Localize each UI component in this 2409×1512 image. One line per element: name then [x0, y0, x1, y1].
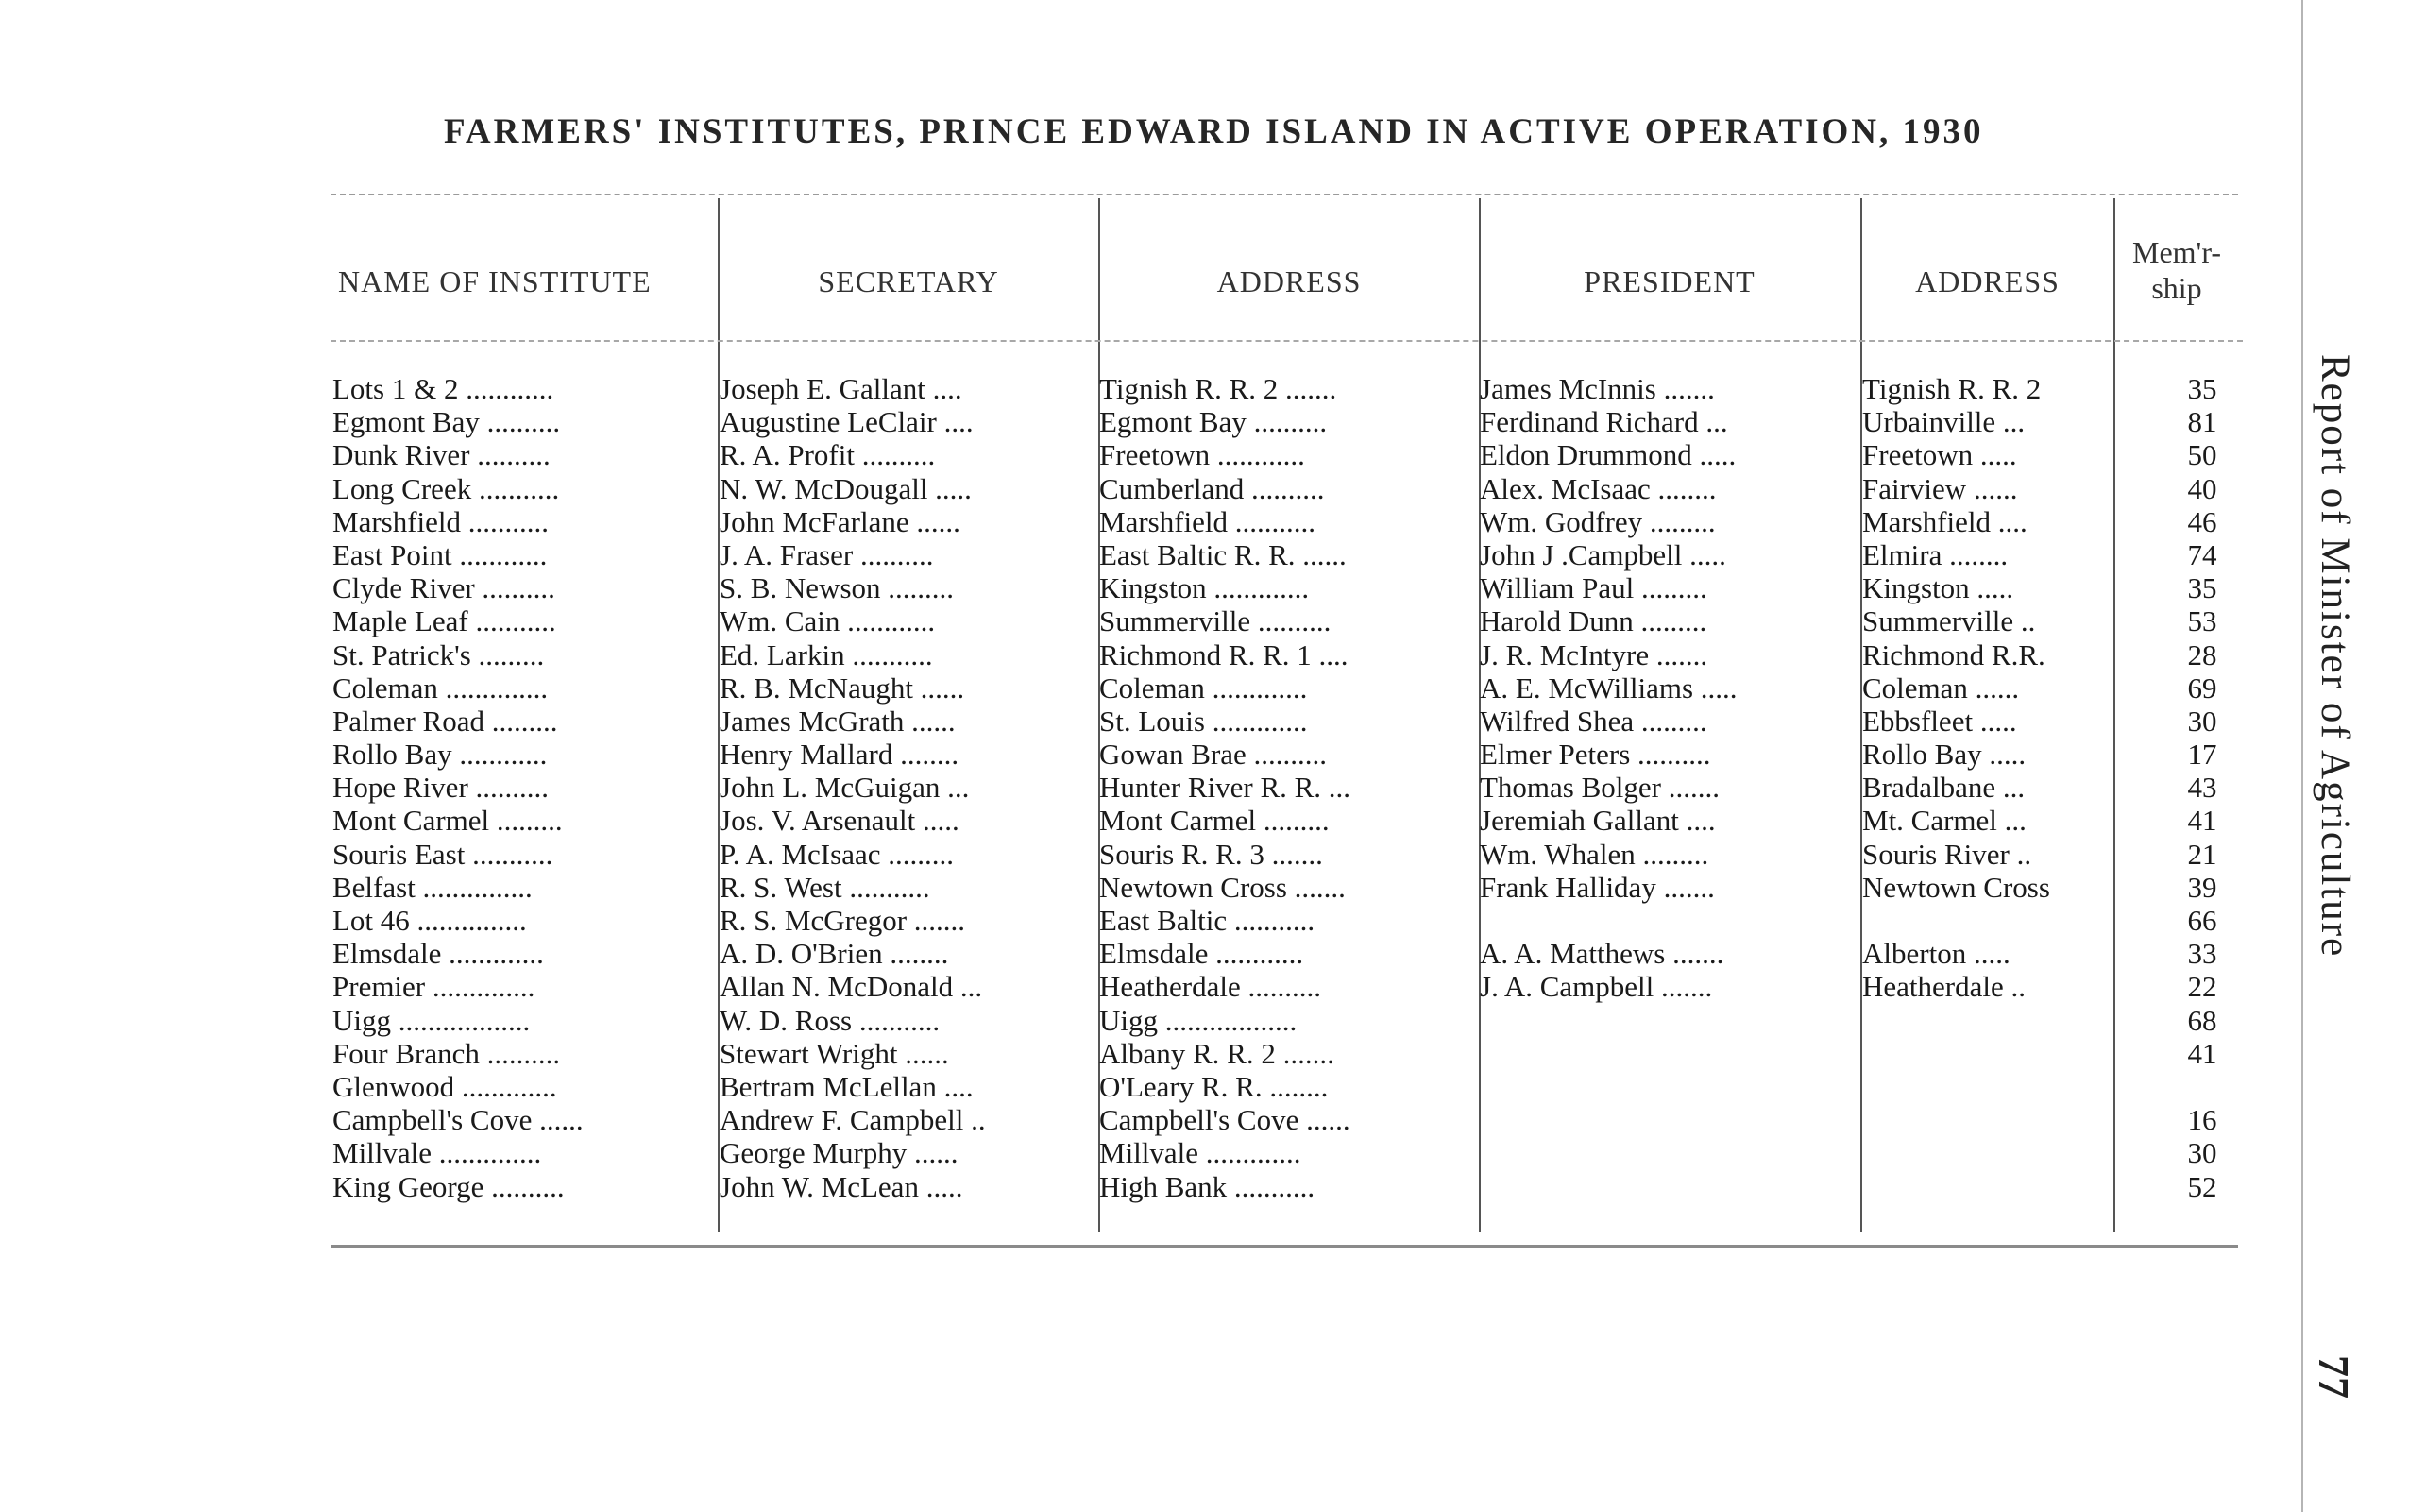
institute-name-cell: Elmsdale .............: [332, 937, 544, 971]
membership-cell: 53: [2187, 604, 2217, 638]
president-address-cell: Summerville ..: [1862, 604, 2036, 638]
membership-cell: 66: [2187, 904, 2217, 937]
membership-cell: 22: [2187, 970, 2217, 1004]
secretary-cell: Henry Mallard ........: [720, 738, 959, 772]
membership-cell: 81: [2187, 405, 2217, 439]
membership-cell: 40: [2187, 471, 2217, 505]
president-cell: Eldon Drummond .....: [1480, 438, 1737, 472]
table-row: [332, 438, 2249, 471]
secretary-address-cell: Coleman .............: [1099, 671, 1308, 705]
secretary-address-cell: East Baltic R. R. ......: [1099, 537, 1347, 571]
table-row: [332, 871, 2249, 904]
header-name-of-institute: NAME OF INSTITUTE: [338, 264, 652, 298]
membership-cell: 52: [2187, 1169, 2217, 1203]
secretary-cell: John W. McLean .....: [720, 1169, 963, 1203]
institute-name-cell: Rollo Bay ............: [332, 738, 548, 772]
membership-cell: 43: [2187, 771, 2217, 805]
secretary-address-cell: Elmsdale ............: [1099, 937, 1304, 971]
membership-cell: 17: [2187, 738, 2217, 772]
president-cell: A. E. McWilliams .....: [1480, 671, 1738, 705]
president-address-cell: Coleman ......: [1862, 671, 2020, 705]
membership-cell: 16: [2187, 1103, 2217, 1137]
secretary-cell: James McGrath ......: [720, 704, 956, 738]
membership-cell: 69: [2187, 671, 2217, 705]
membership-cell: 35: [2187, 571, 2217, 605]
president-address-cell: Newtown Cross: [1862, 870, 2050, 904]
secretary-cell: Joseph E. Gallant ....: [720, 372, 962, 405]
secretary-cell: R. S. West ...........: [720, 870, 930, 904]
secretary-address-cell: Gowan Brae ..........: [1099, 738, 1328, 772]
president-cell: Alex. McIsaac ........: [1480, 471, 1717, 505]
secretary-address-cell: O'Leary R. R. ........: [1099, 1069, 1329, 1103]
table-row: [332, 738, 2249, 771]
institute-name-cell: Maple Leaf ...........: [332, 604, 556, 638]
secretary-cell: N. W. McDougall .....: [720, 471, 972, 505]
top-rule: [331, 194, 2238, 195]
membership-cell: 41: [2187, 1036, 2217, 1070]
page-edge-line: [2301, 0, 2303, 1512]
side-running-title: Report of Minister of Agriculture: [2313, 354, 2357, 959]
institute-name-cell: Marshfield ...........: [332, 504, 550, 538]
membership-cell: 33: [2187, 937, 2217, 971]
header-address: ADDRESS: [1216, 264, 1362, 298]
president-cell: Elmer Peters ..........: [1480, 738, 1711, 772]
secretary-address-cell: Tignish R. R. 2 .......: [1099, 372, 1337, 405]
institute-name-cell: Egmont Bay ..........: [332, 405, 561, 439]
table-row: [332, 505, 2249, 538]
table-row: [332, 1103, 2249, 1136]
institute-name-cell: East Point ............: [332, 537, 548, 571]
institute-name-cell: Clyde River ..........: [332, 571, 555, 605]
secretary-cell: John McFarlane ......: [720, 504, 960, 538]
president-cell: J. A. Campbell .......: [1480, 970, 1713, 1004]
secretary-cell: J. A. Fraser ..........: [720, 537, 934, 571]
president-cell: William Paul .........: [1480, 571, 1707, 605]
institute-name-cell: Dunk River ..........: [332, 438, 551, 472]
president-cell: John J .Campbell .....: [1480, 537, 1726, 571]
table-row: [332, 538, 2249, 571]
secretary-cell: Ed. Larkin ...........: [720, 637, 933, 671]
header-secretary: SECRETARY: [818, 264, 999, 298]
president-cell: James McInnis .......: [1480, 372, 1715, 405]
institute-name-cell: King George ..........: [332, 1169, 565, 1203]
president-address-cell: Ebbsfleet .....: [1862, 704, 2017, 738]
secretary-cell: Bertram McLellan ....: [720, 1069, 974, 1103]
secretary-cell: John L. McGuigan ...: [720, 771, 970, 805]
membership-cell: 30: [2187, 704, 2217, 738]
president-address-cell: Bradalbane ...: [1862, 771, 2026, 805]
president-address-cell: Mt. Carmel ...: [1862, 804, 2027, 838]
president-cell: Ferdinand Richard ...: [1480, 405, 1728, 439]
secretary-cell: Stewart Wright ......: [720, 1036, 949, 1070]
president-address-cell: Richmond R.R.: [1862, 637, 2045, 671]
table-row: [332, 1037, 2249, 1070]
secretary-address-cell: Kingston .............: [1099, 571, 1310, 605]
table-row: [332, 970, 2249, 1003]
secretary-address-cell: Summerville ..........: [1099, 604, 1332, 638]
secretary-address-cell: Hunter River R. R. ...: [1099, 771, 1351, 805]
president-cell: Harold Dunn .........: [1480, 604, 1707, 638]
president-cell: Wm. Whalen .........: [1480, 837, 1709, 871]
institute-name-cell: Glenwood .............: [332, 1069, 557, 1103]
table-row: [332, 804, 2249, 837]
table-row: [332, 571, 2249, 604]
institute-name-cell: Campbell's Cove ......: [332, 1103, 584, 1137]
secretary-address-cell: Albany R. R. 2 .......: [1099, 1036, 1334, 1070]
bottom-rule: [331, 1245, 2238, 1248]
secretary-cell: R. A. Profit ..........: [720, 438, 936, 472]
secretary-address-cell: Campbell's Cove ......: [1099, 1103, 1350, 1137]
secretary-cell: Andrew F. Campbell ..: [720, 1103, 986, 1137]
header-rule: [331, 340, 2243, 342]
president-cell: Wilfred Shea .........: [1480, 704, 1707, 738]
institute-name-cell: Long Creek ...........: [332, 471, 560, 505]
membership-cell: 74: [2187, 537, 2217, 571]
secretary-cell: George Murphy ......: [720, 1136, 959, 1170]
president-cell: A. A. Matthews .......: [1480, 937, 1724, 971]
secretary-address-cell: Newtown Cross .......: [1099, 870, 1346, 904]
table-row: [332, 604, 2249, 637]
secretary-address-cell: Egmont Bay ..........: [1099, 405, 1328, 439]
secretary-address-cell: Millvale .............: [1099, 1136, 1301, 1170]
secretary-cell: R. S. McGregor .......: [720, 904, 966, 937]
table-row: [332, 671, 2249, 705]
president-cell: Frank Halliday .......: [1480, 870, 1715, 904]
institute-name-cell: Hope River ..........: [332, 771, 550, 805]
secretary-cell: Jos. V. Arsenault .....: [720, 804, 959, 838]
institute-name-cell: Lots 1 & 2 ............: [332, 372, 554, 405]
institute-name-cell: Palmer Road .........: [332, 704, 558, 738]
page-title: FARMERS' INSTITUTES, PRINCE EDWARD ISLAND IN ACTIVE OPERATION, 1930: [444, 112, 1984, 151]
president-address-cell: Alberton .....: [1862, 937, 2010, 971]
institute-name-cell: Lot 46 ...............: [332, 904, 527, 937]
secretary-cell: Augustine LeClair ....: [720, 405, 974, 439]
institute-name-cell: Souris East ...........: [332, 837, 553, 871]
membership-cell: 46: [2187, 504, 2217, 538]
membership-cell: 39: [2187, 870, 2217, 904]
table-row: [332, 937, 2249, 970]
secretary-cell: S. B. Newson .........: [720, 571, 955, 605]
institute-name-cell: Mont Carmel .........: [332, 804, 563, 838]
secretary-address-cell: Marshfield ...........: [1099, 504, 1316, 538]
president-cell: Wm. Godfrey .........: [1480, 504, 1716, 538]
secretary-cell: Allan N. McDonald ...: [720, 970, 983, 1004]
table-row: [332, 638, 2249, 671]
table-row: [332, 904, 2249, 937]
secretary-cell: W. D. Ross ...........: [720, 1003, 941, 1037]
membership-cell: 21: [2187, 837, 2217, 871]
table-row: [332, 1136, 2249, 1169]
president-address-cell: Kingston .....: [1862, 571, 2014, 605]
secretary-address-cell: Richmond R. R. 1 ....: [1099, 637, 1349, 671]
institute-name-cell: Millvale ..............: [332, 1136, 542, 1170]
table-row: [332, 472, 2249, 505]
president-address-cell: Freetown .....: [1862, 438, 2017, 472]
president-cell: Thomas Bolger .......: [1480, 771, 1720, 805]
table-row: [332, 838, 2249, 871]
president-address-cell: Marshfield ....: [1862, 504, 2027, 538]
table-row: [332, 1070, 2249, 1103]
institute-name-cell: Coleman ..............: [332, 671, 549, 705]
president-address-cell: Tignish R. R. 2: [1862, 372, 2042, 405]
membership-cell: 28: [2187, 637, 2217, 671]
membership-cell: 30: [2187, 1136, 2217, 1170]
president-address-cell: Souris River ..: [1862, 837, 2032, 871]
header-president-address: ADDRESS: [1915, 264, 2060, 298]
president-cell: Jeremiah Gallant ....: [1480, 804, 1716, 838]
institute-name-cell: Premier ..............: [332, 970, 535, 1004]
table-row: [332, 771, 2249, 804]
president-address-cell: Urbainville ...: [1862, 405, 2026, 439]
table-row: [332, 705, 2249, 738]
president-cell: J. R. McIntyre .......: [1480, 637, 1708, 671]
secretary-address-cell: Souris R. R. 3 .......: [1099, 837, 1323, 871]
membership-cell: 68: [2187, 1003, 2217, 1037]
secretary-cell: R. B. McNaught ......: [720, 671, 965, 705]
table-row: [332, 372, 2249, 405]
president-address-cell: Fairview ......: [1862, 471, 2018, 505]
secretary-cell: A. D. O'Brien ........: [720, 937, 949, 971]
secretary-address-cell: Heatherdale ..........: [1099, 970, 1321, 1004]
membership-cell: 35: [2187, 372, 2217, 405]
president-address-cell: Rollo Bay .....: [1862, 738, 2027, 772]
institute-name-cell: Uigg ..................: [332, 1003, 531, 1037]
membership-cell: 41: [2187, 804, 2217, 838]
secretary-cell: Wm. Cain ............: [720, 604, 936, 638]
secretary-address-cell: Cumberland ..........: [1099, 471, 1325, 505]
institute-name-cell: St. Patrick's .........: [332, 637, 545, 671]
secretary-address-cell: Freetown ............: [1099, 438, 1305, 472]
institute-name-cell: Belfast ...............: [332, 870, 533, 904]
secretary-address-cell: Mont Carmel .........: [1099, 804, 1330, 838]
secretary-address-cell: East Baltic ...........: [1099, 904, 1315, 937]
secretary-address-cell: Uigg ..................: [1099, 1003, 1298, 1037]
table-row: [332, 405, 2249, 438]
secretary-cell: P. A. McIsaac .........: [720, 837, 954, 871]
table-row: [332, 1170, 2249, 1203]
president-address-cell: Heatherdale ..: [1862, 970, 2026, 1004]
table-row: [332, 1004, 2249, 1037]
secretary-address-cell: High Bank ...........: [1099, 1169, 1315, 1203]
header-president: PRESIDENT: [1584, 264, 1756, 298]
president-address-cell: Elmira ........: [1862, 537, 2009, 571]
institutes-table-body: [332, 372, 2249, 1203]
secretary-address-cell: St. Louis .............: [1099, 704, 1308, 738]
institute-name-cell: Four Branch ..........: [332, 1036, 561, 1070]
page-number: 77: [2310, 1355, 2358, 1399]
membership-cell: 50: [2187, 438, 2217, 472]
header-membership: Mem'r-ship: [2132, 235, 2221, 305]
